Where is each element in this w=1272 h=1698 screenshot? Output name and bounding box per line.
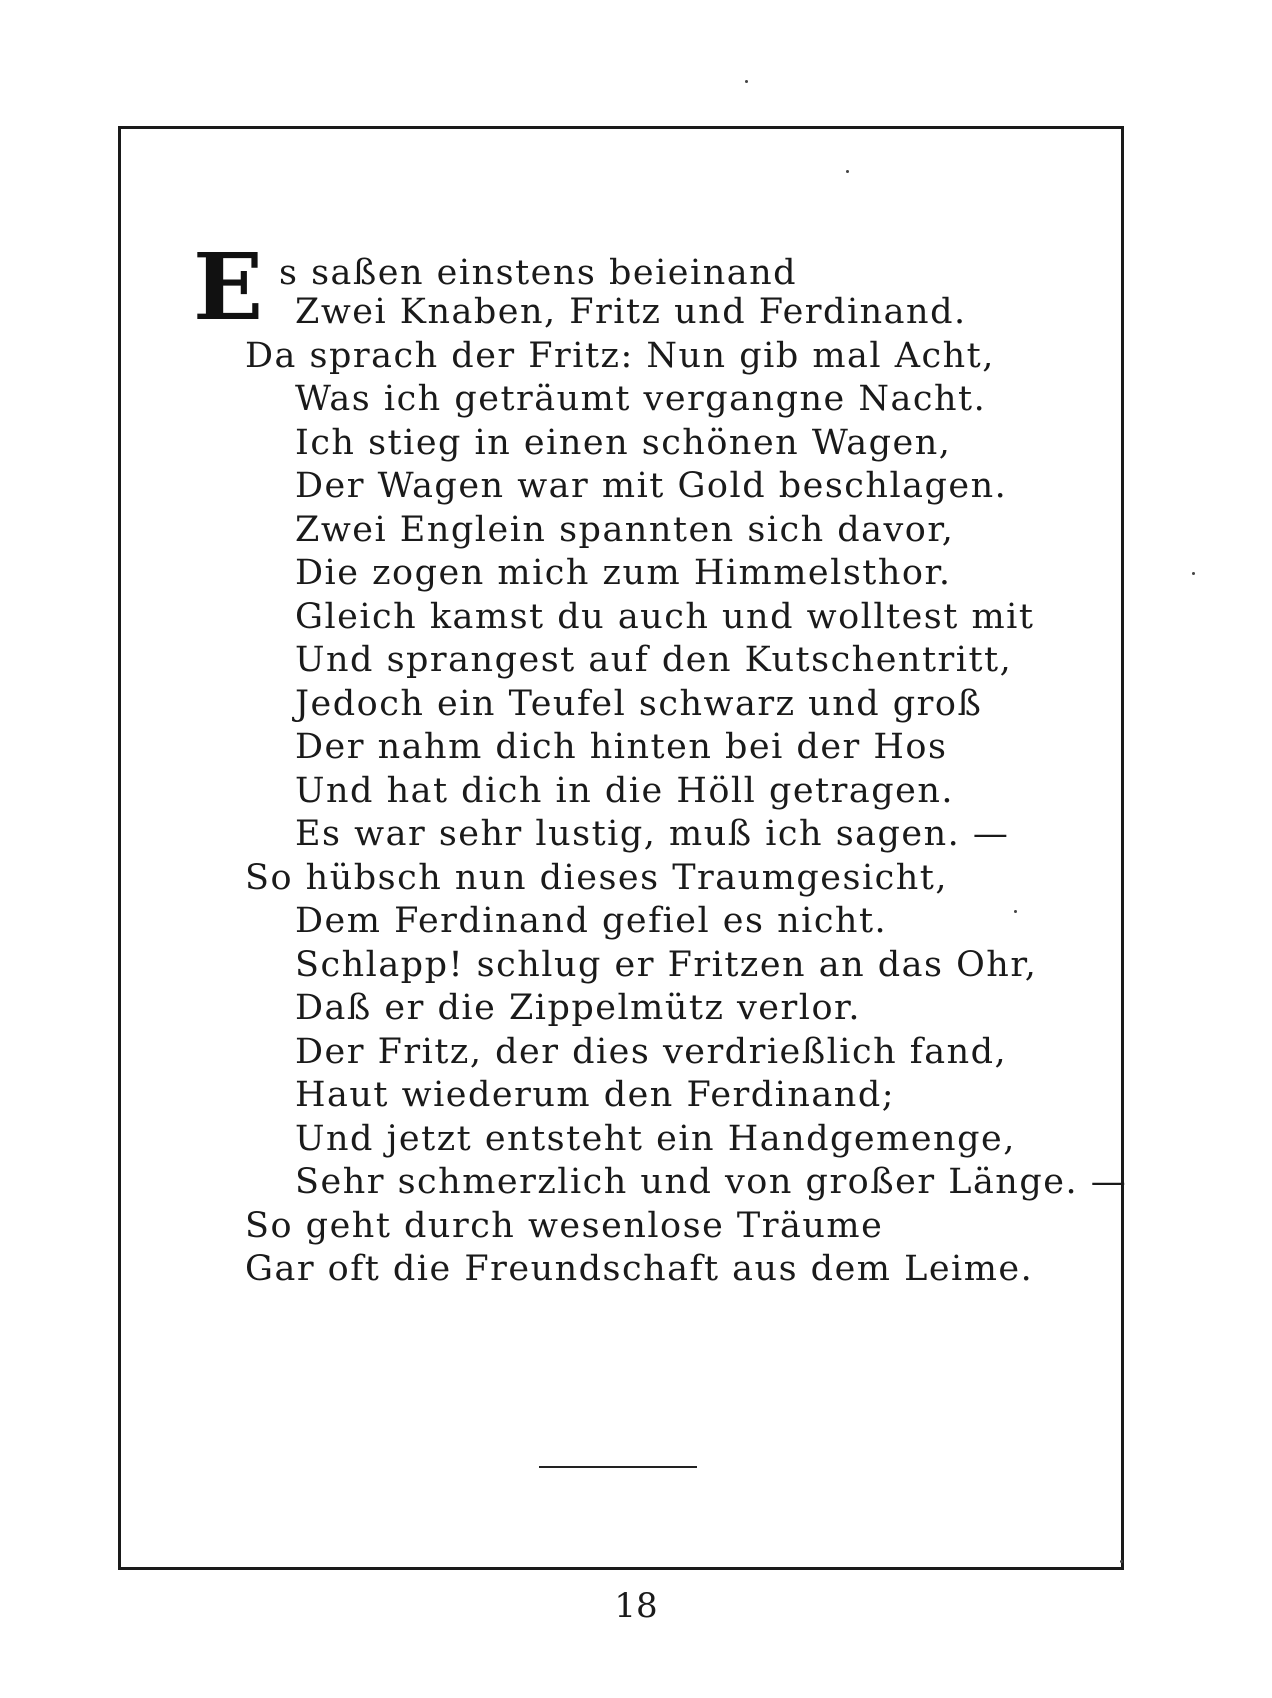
poem-line: Dem Ferdinand gefiel es nicht. [295, 901, 888, 941]
poem-line: Schlapp! schlug er Fritzen an das Ohr, [295, 945, 1038, 985]
paper-speck [1120, 1560, 1123, 1563]
poem-line: s saßen einstens beieinand [279, 253, 798, 293]
poem-line: Der Wagen war mit Gold beschlagen. [295, 466, 1008, 506]
poem-line: Der Fritz, der dies verdrießlich fand, [295, 1032, 1008, 1072]
poem-line: Gleich kamst du auch und wolltest mit [295, 597, 1035, 637]
poem-line: Und jetzt entsteht ein Handgemenge, [295, 1119, 1016, 1159]
poem-line: Sehr schmerzlich und von großer Länge. — [295, 1162, 1128, 1202]
poem-line: Der nahm dich hinten bei der Hos [295, 727, 948, 767]
paper-speck [1192, 572, 1195, 575]
poem [121, 129, 1128, 1567]
poem-line: Gar oft die Freundschaft aus dem Leime. [245, 1249, 1034, 1289]
poem-line: Und hat dich in die Höll getragen. [295, 771, 955, 811]
page-number: 18 [614, 1586, 658, 1626]
poem-line: Zwei Knaben, Fritz und Ferdinand. [295, 292, 967, 332]
page-frame [118, 126, 1128, 1570]
poem-line: Zwei Englein spannten sich davor, [295, 510, 955, 550]
poem-line: So geht durch wesenlose Träume [245, 1206, 884, 1246]
poem-line: Und sprangest auf den Kutschentritt, [295, 640, 1013, 680]
closing-rule [539, 1466, 697, 1468]
poem-line: Haut wiederum den Ferdinand; [295, 1075, 896, 1115]
poem-line: Jedoch ein Teufel schwarz und groß [295, 684, 983, 724]
poem-line: So hübsch nun dieses Traumgesicht, [245, 858, 948, 898]
poem-line: Was ich geträumt vergangne Nacht. [295, 379, 987, 419]
paper-speck [846, 170, 849, 173]
poem-line: Daß er die Zippelmütz verlor. [295, 988, 862, 1028]
drop-cap-initial: E [193, 233, 264, 341]
poem-line: Es war sehr lustig, muß ich sagen. — [295, 814, 1010, 854]
paper-speck [1014, 910, 1017, 913]
paper-speck [745, 80, 748, 83]
poem-line: Die zogen mich zum Himmelsthor. [295, 553, 952, 593]
poem-line: Da sprach der Fritz: Nun gib mal Acht, [245, 336, 995, 376]
poem-line: Ich stieg in einen schönen Wagen, [295, 423, 952, 463]
